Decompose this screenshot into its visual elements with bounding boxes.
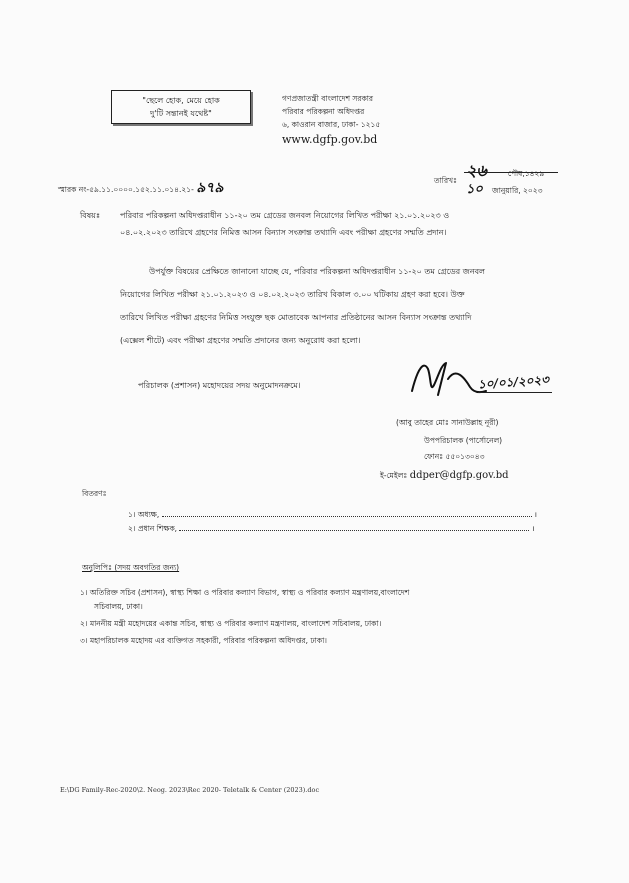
slogan-line-1: "ছেলে হোক, মেয়ে হোক bbox=[142, 96, 220, 105]
signatory-email bbox=[380, 470, 509, 483]
signature-underline bbox=[478, 392, 552, 393]
distribution-item-1-blank bbox=[162, 508, 532, 517]
header-govt: গণপ্রজাতন্ত্রী বাংলাদেশ সরকার bbox=[282, 94, 374, 103]
distribution-item-1-text: ১। অধ্যক্ষ, bbox=[128, 510, 160, 519]
body-line-1: উপর্যুক্ত বিষয়ের প্রেক্ষিতে জানানো যাচ্ছে যে, পরিবার পরিকল্পনা অধিদপ্তরাধীন ১১-২০ তম গ্রেডের জনবল bbox=[149, 267, 486, 276]
email-label: ই-মেইলঃ bbox=[380, 471, 408, 480]
slogan-line-2: দু'টি সন্তানই যথেষ্ট" bbox=[150, 109, 212, 118]
copies-item-1-cont: সচিবালয়, ঢাকা। bbox=[94, 602, 143, 611]
date-month-bangla: পৌষ,১৪২৯ bbox=[507, 169, 545, 178]
slogan-box bbox=[111, 90, 251, 124]
copies-label: অনুলিপিঃ (সদয় অবগতির জন্য) bbox=[82, 563, 180, 572]
date-month-gregorian: জানুয়ারি, ২০২৩ bbox=[491, 186, 543, 195]
body-line-4: (এক্সেল শীটে) এবং পরীক্ষা গ্রহণের সম্মতি প্রদানের জন্য অনুরোধ করা হলো। bbox=[120, 336, 361, 345]
distribution-item-2-blank bbox=[179, 522, 529, 531]
header-directorate: পরিবার পরিকল্পনা অধিদপ্তর bbox=[282, 107, 365, 116]
date-line-2 bbox=[466, 178, 542, 201]
subject-line-1: পরিবার পরিকল্পনা অধিদপ্তরাধীন ১১-২০ তম গ্রেডের জনবল নিয়োগের লিখিত পরীক্ষা ২১.০১.২০২৩ ও bbox=[120, 211, 450, 220]
signatory-designation: উপপরিচালক (পার্সোনেল) bbox=[424, 436, 503, 445]
signature-scribble bbox=[408, 357, 488, 399]
header-website[interactable]: www.dgfp.gov.bd bbox=[282, 133, 378, 146]
signature-date: ১০/০১/২০২৩ bbox=[477, 372, 550, 392]
body-line-3: তারিখে লিখিত পরীক্ষা গ্রহণের নিমিত্ত সংযুক্ত ছক মোতাবেক আপনার প্রতিষ্ঠানের আসন বিন্যাস সংক্রান্ত তথ্যাদি bbox=[120, 313, 472, 322]
body-line-2: নিয়োগের লিখিত পরীক্ষা ২১.০১.২০২৩ ও ০৪.০২.২০২৩ তারিখ বিকাল ৩.০০ ঘটিকায় গ্রহণ করা হবে। উক্ত bbox=[120, 290, 465, 299]
subject-label: বিষয়ঃ bbox=[80, 211, 101, 220]
file-path-footer: E:\DG Family-Rec-2020\2. Neog. 2023\Rec 2020- Teletalk & Center (2023).doc bbox=[60, 786, 320, 794]
memo-ref-label: স্মারক নং-৫৯.১১.০০০০.১৫২.১১.০১৪.২১- bbox=[58, 185, 194, 194]
email-address[interactable]: ddper@dgfp.gov.bd bbox=[409, 470, 509, 481]
memo-ref-number: ৯৭৯ bbox=[196, 180, 224, 196]
memo-ref bbox=[58, 176, 224, 200]
subject-line-2: ০৪.০২.২০২৩ তারিখে গ্রহণের নিমিত্ত আসন বিন্যাস সংক্রান্ত তথ্যাদি এবং পরীক্ষা গ্রহণের সম্মতি প্রদান। bbox=[120, 228, 447, 237]
header-address: ৬, কাওরান বাজার, ঢাকা- ১২১৫ bbox=[282, 120, 381, 129]
date-day-gregorian: ১০ bbox=[466, 182, 483, 197]
distribution-label: বিতরণঃ bbox=[82, 489, 107, 498]
copies-item-1: ১। অতিরিক্ত সচিব (প্রশাসন), স্বাস্থ্য শিক্ষা ও পরিবার কল্যাণ বিভাগ, স্বাস্থ্য ও পরিবার কল্যাণ মন্ত্রণালয়,বাংলাদেশ bbox=[80, 588, 410, 597]
signatory-name: (আবু তাহের মোঃ সানাউল্লাহ নূরী) bbox=[396, 418, 499, 427]
distribution-item-1: ১। অধ্যক্ষ, । bbox=[128, 510, 537, 519]
distribution-item-2: ২। প্রধান শিক্ষক, । bbox=[128, 524, 535, 533]
copies-item-3: ৩। মহাপরিচালক মহোদয় এর ব্যক্তিগত সহকারী, পরিবার পরিকল্পনা অধিদপ্তর, ঢাকা। bbox=[80, 636, 327, 645]
date-divider bbox=[464, 172, 558, 173]
distribution-item-2-text: ২। প্রধান শিক্ষক, bbox=[128, 524, 178, 533]
signatory-phone: ফোনঃ ৫৫০১৩০৪৩ bbox=[424, 452, 485, 461]
copies-item-2: ২। মাননীয় মন্ত্রী মহোদয়ের একান্ত সচিব, স্বাস্থ্য ও পরিবার কল্যাণ মন্ত্রণালয়, বাংলাদেশ সচিবালয়, ঢাকা। bbox=[80, 619, 382, 628]
approval-note: পরিচালক (প্রশাসন) মহোদয়ের সদয় অনুমোদনক্রমে। bbox=[138, 381, 301, 390]
date-label: তারিখঃ bbox=[434, 176, 457, 185]
date-day-bangla: ২৬ bbox=[466, 161, 487, 180]
